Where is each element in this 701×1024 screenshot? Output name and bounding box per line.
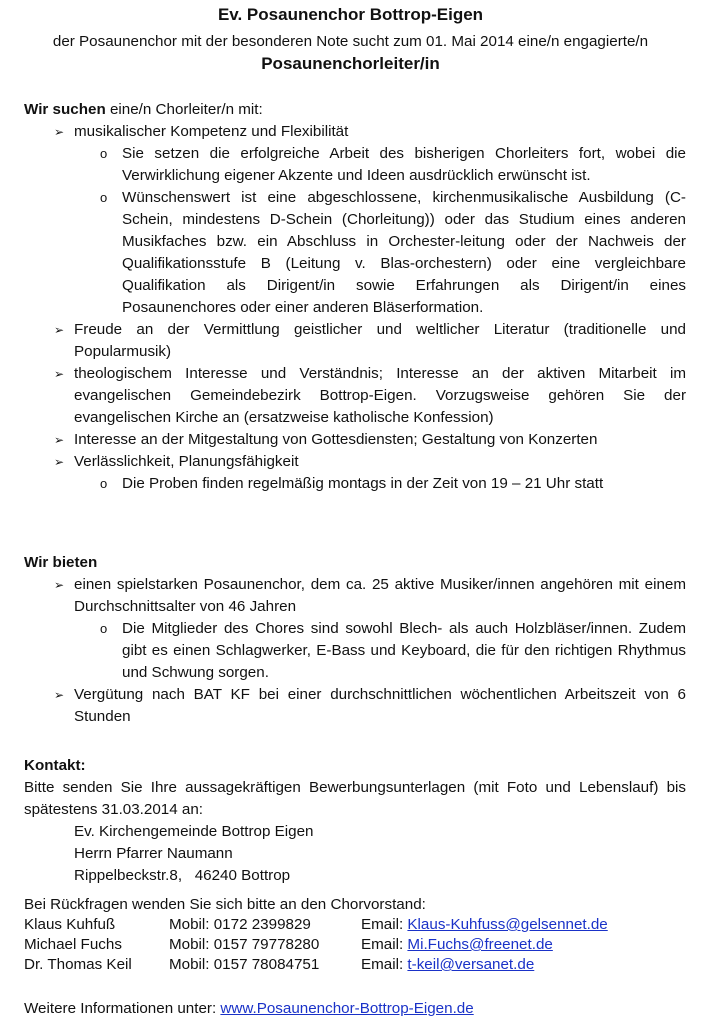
list-item: ➢ Vergütung nach BAT KF bei einer durchschnittlichen wöchentlichen Arbeitszeit von 6 Stunden [54,686,686,725]
contact-heading: Kontakt: [24,757,86,774]
offer-section [24,552,686,728]
arrow-bullet-icon: ➢ [54,125,65,139]
questions-text: Bei Rückfragen wenden Sie sich bitte an den Chorvorstand: [24,896,426,913]
contact-mobile: Mobil: 0172 2399829 [169,916,311,933]
list-item: ➢ Verlässlichkeit, Planungsfähigkeit o Die Proben finden regelmäßig montags in der Zeit von 19 – 21 Uhr statt [24,451,686,495]
email-link[interactable]: Mi.Fuchs@freenet.de [407,936,553,953]
sub-list [74,473,686,495]
arrow-bullet-icon: ➢ [54,455,65,469]
contact-email: Email: Mi.Fuchs@freenet.de [361,936,553,953]
list-item: ➢ musikalischer Kompetenz und Flexibilität o Sie setzen die erfolgreiche Arbeit des bisherigen Chorleiters fort, wobei die Verwirklichung eigener Akzente und Ideen ausdrücklich erwünscht ist. o Wünschenswert ist eine abgeschlossene, kirchenmusikalische Ausbildung (C-Schein, mindestens D-Schein (Chorleitung)) oder das Studium eines anderen Musikfaches bzw. ein Abschluss in Orchester-leitung oder der Nachweis der Qualifikationsstufe B (Leitung v. Blas-orchestern) oder eine vergleichbare Qualifikation als Dirigent/in sowie Erfahrungen als Dirigent/in eines Posaunenchores oder einer anderen Bläserformation. [24,121,686,319]
contact-name: Dr. Thomas Keil [24,956,132,973]
arrow-bullet-icon: ➢ [54,578,65,592]
contact-mobile: Mobil: 0157 78084751 [169,956,320,973]
address-line: Rippelbeckstr.8, 46240 Bottrop [74,867,291,884]
contact-mobile: Mobil: 0157 79778280 [169,936,320,953]
contact-email: Email: Klaus-Kuhfuss@gelsennet.de [361,916,608,933]
page-title: Ev. Posaunenchor Bottrop-Eigen [217,5,484,24]
sub-list-item: o Die Mitglieder des Chores sind sowohl Blech- als auch Holzbläser/innen. Zudem gibt es einen Schlagwerker, E-Bass und Keyboard, die für den richtigen Rhythmus und Schwung sorgen. [100,620,686,681]
contacts-table [24,915,686,975]
offer-list [24,574,686,728]
arrow-bullet-icon: ➢ [54,433,65,447]
list-item: ➢ theologischem Interesse und Verständnis; Interesse an der aktiven Mitarbeit im evangelischen Gemeindebezirk Bottrop-Eigen. Vorzugsweise gehören Sie der evangelischen Kirche an (ersatzweise katholische Konfession) [54,365,686,426]
arrow-bullet-icon: ➢ [54,323,65,337]
sub-list-item: o Sie setzen die erfolgreiche Arbeit des bisherigen Chorleiters fort, wobei die Verwirklichung eigener Akzente und Ideen ausdrücklich erwünscht ist. [100,145,686,184]
circle-bullet-icon: o [100,146,108,161]
address-line: Ev. Kirchengemeinde Bottrop Eigen [74,823,314,840]
address-line: Herrn Pfarrer Naumann [74,845,233,862]
contact-name: Klaus Kuhfuß [24,916,116,933]
position-title: Posaunenchorleiter/in [261,54,440,73]
circle-bullet-icon: o [100,190,108,205]
email-link[interactable]: t-keil@versanet.de [407,956,535,973]
address-block [24,821,686,887]
board-contacts [24,895,686,975]
sub-list [74,618,686,684]
seek-section [24,99,686,495]
contact-text: Bitte senden Sie Ihre aussagekräftigen Bewerbungsunterlagen (mit Foto und Lebenslauf) bis spätestens 31.03.2014 an: [24,779,686,818]
intro-line: der Posaunenchor mit der besonderen Note sucht zum 01. Mai 2014 eine/n engagierte/n [52,33,649,50]
seek-heading: Wir suchen eine/n Chorleiter/n mit: [24,101,263,118]
arrow-bullet-icon: ➢ [54,688,65,702]
contact-email: Email: t-keil@versanet.de [361,956,535,973]
website-link[interactable]: www.Posaunenchor-Bottrop-Eigen.de [220,1000,474,1017]
list-item: ➢ Freude an der Vermittlung geistlicher und weltlicher Literatur (traditionelle und Popularmusik) [54,321,686,360]
sub-list [74,143,686,319]
list-item: ➢ Interesse an der Mitgestaltung von Gottesdiensten; Gestaltung von Konzerten [24,429,686,451]
email-link[interactable]: Klaus-Kuhfuss@gelsennet.de [407,916,608,933]
footer [24,998,686,1020]
list-item: ➢ einen spielstarken Posaunenchor, dem ca. 25 aktive Musiker/innen angehören mit einem Durchschnittsalter von 46 Jahren o Die Mitglieder des Chores sind sowohl Blech- als auch Holzbläser/innen. Zudem gibt es einen Schlagwerker, E-Bass und Keyboard, die für den richtigen Rhythmus und Schwung sorgen. [24,574,686,684]
sub-list-item: o Wünschenswert ist eine abgeschlossene, kirchenmusikalische Ausbildung (C-Schein, mindestens D-Schein (Chorleitung)) oder das Studium eines anderen Musikfaches bzw. ein Abschluss in Orchester-leitung oder der Nachweis der Qualifikationsstufe B (Leitung v. Blas-orchestern) oder eine vergleichbare Qualifikation als Dirigent/in sowie Erfahrungen als Dirigent/in eines Posaunenchores oder einer anderen Bläserformation. [100,189,686,316]
circle-bullet-icon: o [100,476,108,491]
arrow-bullet-icon: ➢ [54,367,65,381]
footer-label: Weitere Informationen unter: [24,1000,221,1017]
contact-section [24,755,686,887]
seek-list [24,121,686,495]
sub-list-item: o Die Proben finden regelmäßig montags in der Zeit von 19 – 21 Uhr statt [74,473,686,495]
contact-name: Michael Fuchs [24,936,122,953]
offer-heading: Wir bieten [24,554,98,571]
circle-bullet-icon: o [100,621,108,636]
